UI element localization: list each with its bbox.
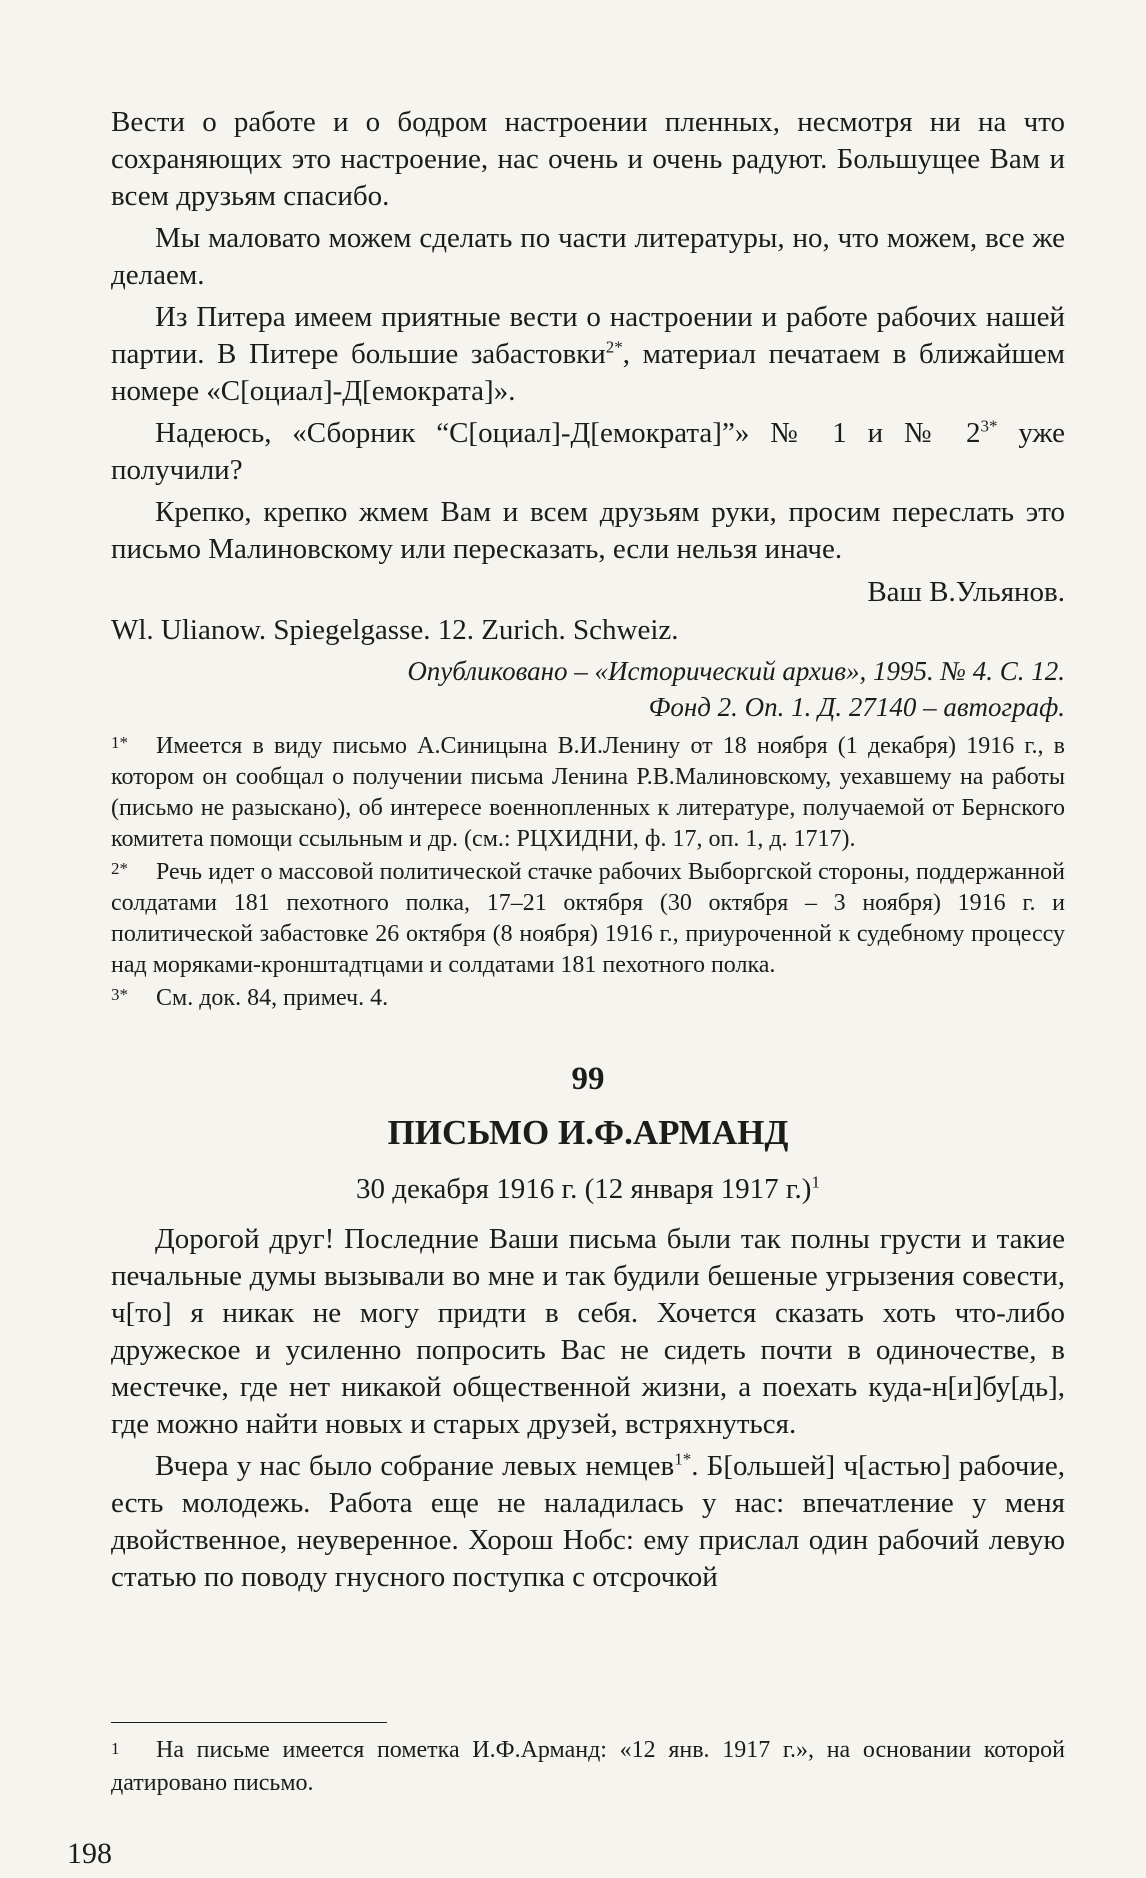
footnote xyxy=(111,857,1065,981)
document-number: 99 xyxy=(571,1061,605,1097)
text-run: Надеюсь, «Сборник “С[оциал]-Д[емократа]”» № 1 и № 2 xyxy=(155,417,981,449)
footnote-text: См. док. 84, примеч. 4. xyxy=(156,985,389,1011)
text-run: уже получили? xyxy=(111,417,1065,486)
letter-paragraph xyxy=(111,1448,1065,1596)
publication-note: Опубликовано – «Исторический архив», 1995. № 4. С. 12. xyxy=(407,656,1065,686)
footnote-divider xyxy=(111,1722,387,1723)
footnote-text: Речь идет о массовой политической стачке рабочих Выборгской стороны, поддержанной солдатами 181 пехотного полка, 17–21 октября (30 октября – 3 ноября) 1916 г. и политической забастовке 26 октября (8 ноября) 1916 г., приуроченной к судебному процессу над моряками-кронштадтцами и солдатами 181 пехотного полка. xyxy=(111,859,1065,978)
footnote xyxy=(111,983,1065,1014)
letter-paragraph xyxy=(111,415,1065,489)
footnote-mark: 1* xyxy=(111,733,128,752)
sender-address: Wl. Ulianow. Spiegelgasse. 12. Zurich. Schweiz. xyxy=(111,614,679,646)
footnote-mark: 2* xyxy=(111,859,128,878)
page-footnote xyxy=(111,1734,1065,1800)
footnote-mark: 3* xyxy=(111,985,128,1004)
text-run: Вчера у нас было собрание левых немцев xyxy=(155,1450,675,1482)
document-date xyxy=(111,1171,1065,1207)
footnote-text: Имеется в виду письмо А.Синицына В.И.Ленину от 18 ноября (1 декабря) 1916 г., в котором он сообщал о получении письма Ленина Р.В.Малиновскому, уехавшему на работы (письмо не разыскано), об интересе военнопленных к литературе, получаемой от Бернского комитета помощи ссыльным и др. (см.: РЦХИДНИ, ф. 17, оп. 1, д. 1717). xyxy=(111,733,1065,852)
text-run: , материал печатаем в ближайшем номере «С[оциал]-Д[емократа]». xyxy=(111,338,1065,407)
archive-note: Фонд 2. Оп. 1. Д. 27140 – автограф. xyxy=(648,692,1065,722)
text-run: . Б[ольшей] ч[астью] рабочие, есть молодежь. Работа еще не наладилась у нас: впечатление у меня двойственное, неуверенное. Хорош Нобс: ему прислал один рабочий левую статью по поводу гнусного поступка с отсрочкой xyxy=(111,1450,1065,1593)
date-text: 30 декабря 1916 г. (12 января 1917 г.) xyxy=(356,1173,812,1205)
letter-paragraph: Дорогой друг! Последние Ваши письма были так полны грусти и такие печальные думы вызывали во мне и так будили бешеные угрызения совести, ч[то] я никак не могу придти в себя. Хочется сказать хоть что-либо дружеское и усиленно попросить Вас не сидеть почти в одиночестве, в местечке, где нет никакой общественной жизни, а поехать куда-н[и]бу[дь], где можно найти новых и старых друзей, встряхнуться. xyxy=(111,1223,1065,1440)
footnote-ref: 3* xyxy=(980,416,998,436)
footnote-ref: 1 xyxy=(811,1172,820,1192)
footnote-ref: 1* xyxy=(674,1449,692,1469)
footnote-text: На письме имеется пометка И.Ф.Арманд: «12 янв. 1917 г.», на основании которой датировано письмо. xyxy=(111,1737,1065,1796)
letter-paragraph: Мы маловато можем сделать по части литературы, но, что можем, все же делаем. xyxy=(111,222,1065,291)
signature: Ваш В.Ульянов. xyxy=(867,576,1065,608)
footnote-ref: 2* xyxy=(605,337,623,357)
page-number: 198 xyxy=(67,1837,112,1870)
text-run: Из Питера имеем приятные вести о настроении и работе рабочих нашей партии. В Питере большие забастовки xyxy=(111,301,1065,370)
letter-paragraph: Вести о работе и о бодром настроении пленных, несмотря ни на что сохраняющих это настроение, нас очень и очень радуют. Большущее Вам и всем друзьям спасибо. xyxy=(111,106,1065,212)
footnote xyxy=(111,731,1065,855)
document-title: ПИСЬМО И.Ф.АРМАНД xyxy=(387,1113,789,1152)
footnote-mark: 1 xyxy=(111,1739,120,1758)
page-body xyxy=(111,104,1065,1601)
letter-paragraph xyxy=(111,299,1065,410)
letter-paragraph: Крепко, крепко жмем Вам и всем друзьям руки, просим переслать это письмо Малиновскому или пересказать, если нельзя иначе. xyxy=(111,496,1065,565)
